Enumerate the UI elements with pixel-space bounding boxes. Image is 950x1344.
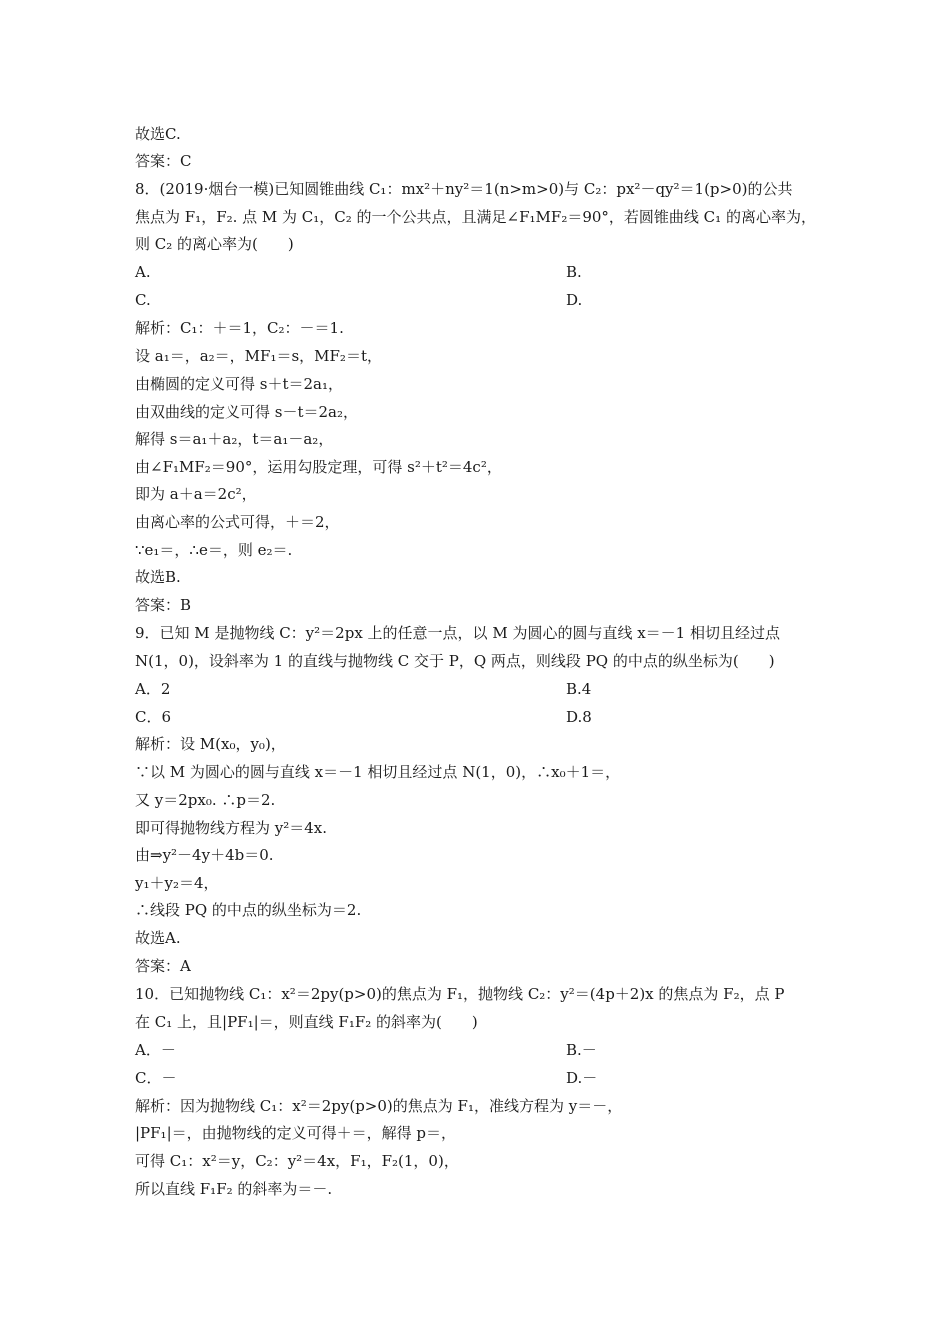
option-a: A．2 [135, 680, 171, 698]
question-8-line: 8．(2019·烟台一模)已知圆锥曲线 C₁：mx²＋ny²＝1(n>m>0)与 C₂：px²－qy²＝1(p>0)的公共 [135, 180, 793, 198]
option-c: C. [135, 291, 151, 309]
solution-line: 又 y＝2px₀. ∴p＝2. [135, 791, 276, 809]
text-line: 故选B. [135, 568, 181, 586]
option-d: D.－ [566, 1069, 598, 1087]
solution-line: 由∠F₁MF₂＝90°，运用勾股定理，可得 s²＋t²＝4c²， [135, 458, 502, 476]
text-line: 故选C. [135, 125, 181, 143]
option-d: D.8 [566, 708, 592, 726]
question-10-line: 在 C₁ 上，且|PF₁|＝，则直线 F₁F₂ 的斜率为( ) [135, 1013, 478, 1031]
question-8-line: 则 C₂ 的离心率为( ) [135, 235, 294, 253]
question-8-line: 焦点为 F₁，F₂. 点 M 为 C₁，C₂ 的一个公共点，且满足∠F₁MF₂＝90°，若圆锥曲线 C₁ 的离心率为， [135, 208, 816, 226]
option-c: C．－ [135, 1069, 177, 1087]
question-10-line: 10．已知抛物线 C₁：x²＝2py(p>0)的焦点为 F₁，抛物线 C₂：y²＝(4p＋2)x 的焦点为 F₂，点 P [135, 985, 785, 1003]
option-a: A．－ [135, 1041, 176, 1059]
solution-line: 由离心率的公式可得，＋＝2， [135, 513, 340, 531]
solution-line: y₁＋y₂＝4， [135, 874, 219, 892]
solution-line: 可得 C₁：x²＝y，C₂：y²＝4x，F₁，F₂(1，0)， [135, 1152, 459, 1170]
solution-line: |PF₁|＝，由抛物线的定义可得＋＝，解得 p＝， [135, 1124, 456, 1142]
option-c: C．6 [135, 708, 172, 726]
solution-line: 由椭圆的定义可得 s＋t＝2a₁， [135, 375, 343, 393]
solution-line: 由⇒y²－4y＋4b＝0. [135, 846, 274, 864]
solution-line: 所以直线 F₁F₂ 的斜率为＝－. [135, 1180, 333, 1198]
solution-line: 解析：因为抛物线 C₁：x²＝2py(p>0)的焦点为 F₁，准线方程为 y＝－， [135, 1097, 623, 1115]
question-9-line: N(1，0)，设斜率为 1 的直线与抛物线 C 交于 P，Q 两点，则线段 PQ 的中点的纵坐标为( ) [135, 652, 775, 670]
solution-line: ∴线段 PQ 的中点的纵坐标为＝2. [135, 901, 362, 919]
solution-line: 即为 a＋a＝2c²， [135, 485, 257, 503]
text-line: 故选A. [135, 929, 181, 947]
option-b: B. [566, 263, 582, 281]
solution-line: 即可得抛物线方程为 y²＝4x. [135, 819, 328, 837]
text-line: 答案：B [135, 596, 192, 614]
text-line: 答案：A [135, 957, 191, 975]
text-line: 答案：C [135, 152, 192, 170]
solution-line: 解析：设 M(x₀，y₀)， [135, 735, 286, 753]
option-b: B.－ [566, 1041, 597, 1059]
option-a: A. [135, 263, 151, 281]
solution-line: ∵以 M 为圆心的圆与直线 x＝－1 相切且经过点 N(1，0)，∴x₀＋1＝， [135, 763, 621, 781]
solution-line: 设 a₁＝，a₂＝，MF₁＝s，MF₂＝t， [135, 347, 382, 365]
solution-line: 由双曲线的定义可得 s－t＝2a₂， [135, 403, 358, 421]
solution-line: 解得 s＝a₁＋a₂，t＝a₁－a₂， [135, 430, 334, 448]
solution-line: ∵e₁＝，∴e＝，则 e₂＝. [135, 541, 293, 559]
option-d: D. [566, 291, 583, 309]
solution-line: 解析：C₁：＋＝1，C₂：－＝1. [135, 319, 344, 337]
option-b: B.4 [566, 680, 592, 698]
question-9-line: 9．已知 M 是抛物线 C：y²＝2px 上的任意一点，以 M 为圆心的圆与直线 x＝－1 相切且经过点 [135, 624, 780, 642]
